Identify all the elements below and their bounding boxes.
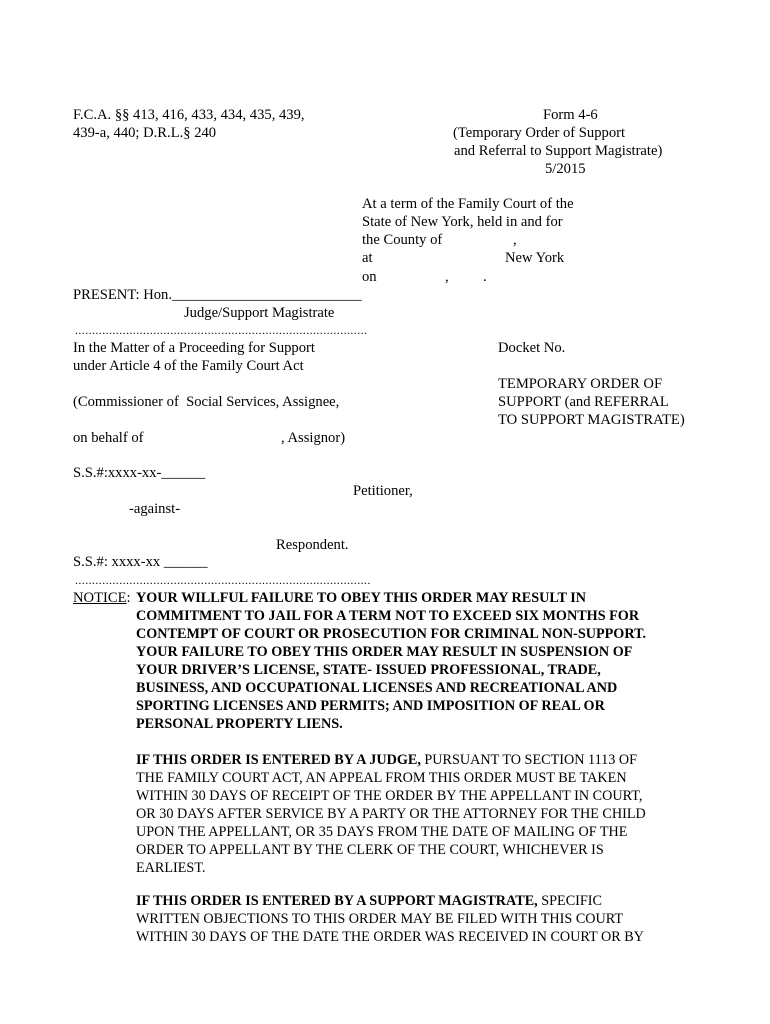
docket-number-label: Docket No. [498,340,566,356]
notice-warning-line: YOUR FAILURE TO OBEY THIS ORDER MAY RESULT IN SUSPENSION OF [136,644,633,660]
petitioner-label: Petitioner, [353,483,413,499]
term-county-comma: , [513,232,517,248]
notice-warning-line: YOUR DRIVER’S LICENSE, STATE- ISSUED PROFESSIONAL, TRADE, [136,662,601,678]
term-on-label: on [362,269,377,285]
notice-warning-line: BUSINESS, AND OCCUPATIONAL LICENSES AND RECREATIONAL AND [136,680,618,696]
notice-colon: : [126,590,131,606]
term-line1: At a term of the Family Court of the [362,196,574,212]
term-line2: State of New York, held in and for [362,214,563,230]
order-title-line3: TO SUPPORT MAGISTRATE) [498,412,685,428]
behalf-label: on behalf of [73,430,144,446]
commissioner-line: (Commissioner of Social Services, Assignee, [73,394,340,410]
magistrate-objection-line: WRITTEN OBJECTIONS TO THIS ORDER MAY BE FILED WITH THIS COURT [136,911,624,927]
petitioner-ssn: S.S.#:xxxx-xx-______ [73,465,206,481]
judge-appeal-line: ORDER TO APPELLANT BY THE CLERK OF THE COURT, WHICHEVER IS [136,842,604,858]
judge-appeal-line: UPON THE APPELLANT, OR 35 DAYS FROM THE DATE OF MAILING OF THE [136,824,628,840]
notice-warning-line: SPORTING LICENSES AND PERMITS; AND IMPOSITION OF REAL OR [136,698,605,714]
notice-heading [73,589,131,607]
statute-citation-line1: F.C.A. §§ 413, 416, 433, 434, 435, 439, [73,107,305,123]
present-judge-title: Judge/Support Magistrate [184,305,335,321]
notice-warning-block [136,607,736,733]
magistrate-objection-first-line: IF THIS ORDER IS ENTERED BY A SUPPORT MAGISTRATE, SPECIFIC [136,893,602,909]
form-title-line2: and Referral to Support Magistrate) [454,143,663,159]
notice-warning-line: COMMITMENT TO JAIL FOR A TERM NOT TO EXCEED SIX MONTHS FOR [136,608,640,624]
notice-warning-line: CONTEMPT OF COURT OR PROSECUTION FOR CRIMINAL NON-SUPPORT. [136,626,647,642]
present-judge-line: PRESENT: Hon.__________________________ [73,287,362,303]
judge-appeal-line: WITHIN 30 DAYS OF RECEIPT OF THE ORDER BY THE APPELLANT IN COURT, [136,788,643,804]
term-at-label: at [362,250,373,266]
magistrate-objection-heading: IF THIS ORDER IS ENTERED BY A SUPPORT MAGISTRATE, [136,893,538,909]
term-on-comma: , [445,269,449,285]
against-label: -against- [129,501,181,517]
matter-line2: under Article 4 of the Family Court Act [73,358,304,374]
divider-bottom: ....................................................................................... [75,573,371,587]
term-county-label: the County of [362,232,443,248]
judge-appeal-line: THE FAMILY COURT ACT, AN APPEAL FROM THIS ORDER MUST BE TAKEN [136,770,627,786]
term-on-period: . [483,269,487,285]
notice-warning-line: PERSONAL PROPERTY LIENS. [136,716,343,732]
notice-warning-first-line: YOUR WILLFUL FAILURE TO OBEY THIS ORDER MAY RESULT IN [136,590,587,606]
respondent-ssn: S.S.#: xxxx-xx ______ [73,554,208,570]
magistrate-objection-paragraph [136,892,736,946]
order-title-line1: TEMPORARY ORDER OF [498,376,663,392]
form-number: Form 4-6 [543,107,598,123]
matter-line1: In the Matter of a Proceeding for Support [73,340,315,356]
judge-appeal-line: EARLIEST. [136,860,206,876]
term-state: New York [505,250,565,266]
order-title-line2: SUPPORT (and REFERRAL [498,394,669,410]
respondent-label: Respondent. [276,537,349,553]
judge-appeal-line: OR 30 DAYS AFTER SERVICE BY A PARTY OR THE ATTORNEY FOR THE CHILD [136,806,646,822]
judge-appeal-first-line: IF THIS ORDER IS ENTERED BY A JUDGE, PURSUANT TO SECTION 1113 OF [136,752,638,768]
notice-label: NOTICE [73,590,127,606]
assignor-label: , Assignor) [281,430,346,446]
statute-citation-line2: 439-a, 440; D.R.L.§ 240 [73,125,217,141]
divider-top: ...................................................................................... [75,323,368,337]
judge-appeal-paragraph [136,751,736,877]
form-date: 5/2015 [545,161,586,177]
judge-appeal-heading: IF THIS ORDER IS ENTERED BY A JUDGE, [136,752,421,768]
magistrate-objection-line: WITHIN 30 DAYS OF THE DATE THE ORDER WAS RECEIVED IN COURT OR BY [136,929,644,945]
form-title-line1: (Temporary Order of Support [453,125,626,141]
